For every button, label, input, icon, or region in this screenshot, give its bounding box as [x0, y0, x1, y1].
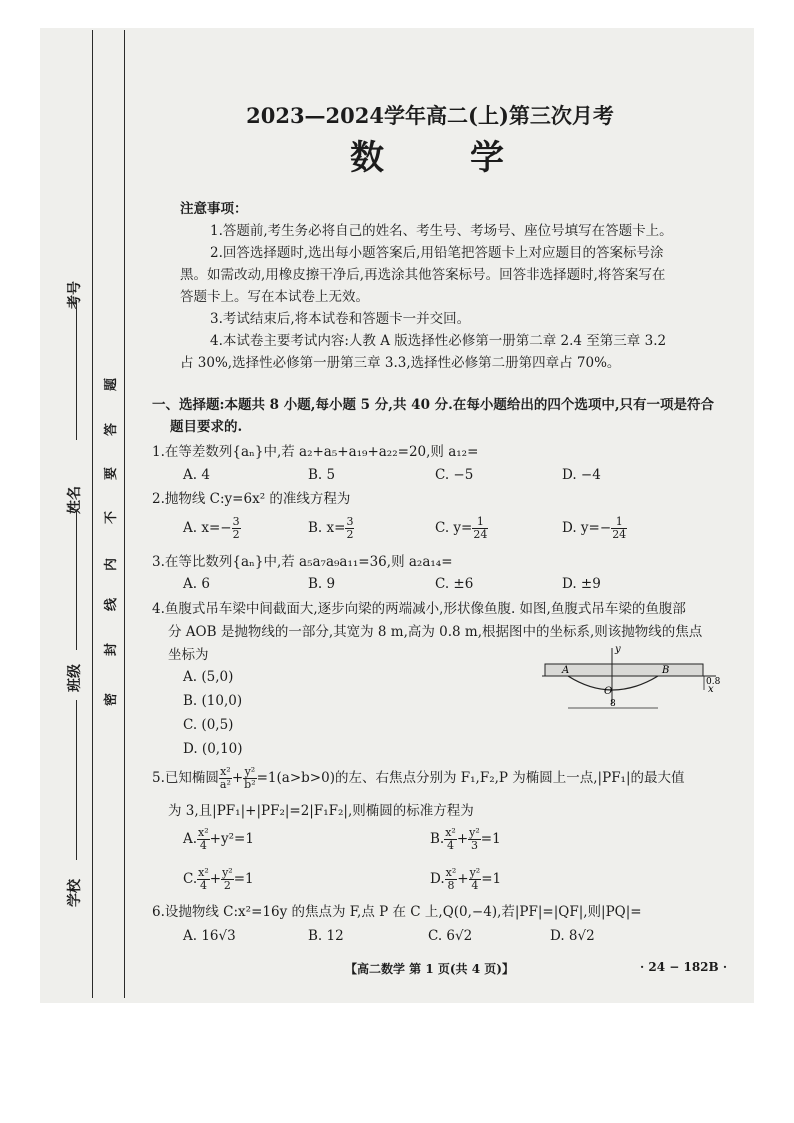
q1-option-b: B. 5 [308, 467, 336, 483]
q2-a-frac [232, 516, 241, 541]
q5-y-frac [243, 766, 256, 791]
q5-d-yfrac [469, 867, 482, 892]
name-field [76, 510, 77, 650]
q3-option-d: D. ±9 [562, 576, 601, 592]
fig-x-label: x [708, 684, 714, 695]
q2-option-a [183, 516, 241, 541]
q5-d-xnum: x² [445, 866, 457, 879]
q5-b-xnum: x² [445, 826, 456, 839]
fish-belly-parabola [568, 676, 658, 690]
q5-c-ynum: y² [222, 866, 233, 879]
section-heading-cont: 题目要求的. [170, 419, 243, 435]
binding-line-inner [124, 30, 125, 998]
q5-y-num: y² [244, 765, 256, 778]
q2-d-text: D. y=− [562, 520, 612, 536]
q5-d-ynum: y² [469, 866, 481, 879]
q1-option-c: C. −5 [435, 467, 474, 483]
class-label: 班级 [67, 664, 83, 692]
exam-title: 2023—2024学年高二(上)第三次月考 [246, 103, 614, 128]
question-4-line-3: 坐标为 [168, 647, 209, 663]
class-field [76, 700, 77, 860]
paper-code: · 24 − 182B · [640, 960, 728, 974]
q5-y-den: b² [244, 778, 256, 791]
fig-height-label: 0.8 [706, 677, 721, 687]
q5-a-num: x² [198, 826, 209, 839]
q5-b-ynum: y² [469, 826, 480, 839]
q5-d-xfrac [445, 867, 458, 892]
q5-a-frac [197, 827, 210, 852]
q4-option-b: B. (10,0) [183, 693, 243, 709]
q6-option-c: C. 6√2 [428, 928, 473, 944]
q2-option-c [435, 516, 488, 541]
q5-c-yfrac [221, 867, 234, 892]
seal-char: 封 [104, 642, 120, 657]
seal-char: 内 [104, 557, 120, 572]
q5-x-den: a² [219, 778, 231, 791]
seal-char: 线 [104, 597, 120, 612]
seal-char: 答 [104, 422, 120, 437]
q5-x-frac [219, 766, 232, 791]
q5-a-rest: +y²=1 [209, 831, 254, 847]
binding-line-outer [92, 30, 93, 998]
notice-heading: 注意事项： [180, 201, 248, 217]
q2-a-text: A. x=− [183, 520, 232, 536]
q2-c-den: 24 [473, 528, 488, 541]
q5-option-c: C. $\frac{\text{x²}}{4}$ + $\frac{\text{y²}}{2}$ =1 [183, 866, 254, 892]
question-4-line-1: 4.鱼腹式吊车梁中间截面大,逐步向梁的两端减小,形状像鱼腹. 如图,鱼腹式吊车梁的鱼腹部 [152, 601, 686, 617]
q5-option-a: A. $\frac{\text{x²}}{4}$ +y²=1 [183, 826, 254, 852]
name-label: 姓名 [67, 486, 83, 514]
question-4-line-2: 分 AOB 是抛物线的一部分,其宽为 8 m,高为 0.8 m,根据图中的坐标系,则该抛物线的焦点 [168, 624, 703, 640]
notice-item-2-end: 答题卡上。写在本试卷上无效。 [180, 289, 369, 305]
question-5-line-1: 5.已知椭圆 $\frac{\text{x²}}{\text{a²}}$ + $\frac{\text{y²}}{\text{b²}}$ =1(a>b>0)的左、右焦点分别为 F₁,F₂,P 为椭圆上一点,|PF₁|的最大值 [152, 765, 685, 791]
exam-no-field [76, 300, 77, 440]
q3-option-a: A. 6 [183, 576, 210, 592]
page-footer: 【高二数学 第 1 页(共 4 页)】 [345, 962, 514, 976]
q5-c-xden: 4 [199, 879, 207, 892]
q1-option-d: D. −4 [562, 467, 601, 483]
q5-option-b: B. $\frac{\text{x²}}{4}$ + $\frac{\text{y²}}{3}$ =1 [430, 826, 501, 852]
q5-c-yden: 2 [223, 879, 231, 892]
q4-option-a: A. (5,0) [183, 669, 234, 685]
q5-x-num: x² [220, 765, 231, 778]
q5-rest: =1(a>b>0)的左、右焦点分别为 F₁,F₂,P 为椭圆上一点,|PF₁|的最大值 [256, 770, 685, 786]
q2-b-frac [345, 516, 354, 541]
notice-item-4: 4.本试卷主要考试内容:人教 A 版选择性必修第一册第二章 2.4 至第三章 3.2 [210, 333, 667, 349]
fig-width-label: 8 [610, 699, 616, 709]
q5-intro: 5.已知椭圆 [152, 770, 219, 786]
q2-b-text: B. x= [308, 520, 346, 536]
q5-b-xfrac [444, 827, 457, 852]
section-heading: 一、选择题:本题共 8 小题,每小题 5 分,共 40 分.在每小题给出的四个选项中,只有一项是符合 [152, 397, 715, 413]
notice-item-2: 2.回答选择题时,选出每小题答案后,用铅笔把答题卡上对应题目的答案标号涂 [210, 245, 664, 261]
seal-char: 要 [104, 466, 120, 481]
question-6-stem: 6.设抛物线 C:x²=16y 的焦点为 F,点 P 在 C 上,Q(0,−4),若|PF|=|QF|,则|PQ|= [152, 904, 642, 920]
q5-b-xden: 4 [447, 839, 455, 852]
question-2-stem: 2.抛物线 C:y=6x² 的准线方程为 [152, 491, 351, 507]
q6-option-a: A. 16√3 [183, 928, 236, 944]
q5-d-xden: 8 [447, 879, 455, 892]
q6-option-b: B. 12 [308, 928, 344, 944]
notice-item-1: 1.答题前,考生务必将自己的姓名、考生号、考场号、座位号填写在答题卡上。 [210, 223, 673, 239]
q2-b-num: 3 [346, 515, 354, 528]
fig-point-b: B [662, 665, 670, 676]
q3-option-b: B. 9 [308, 576, 336, 592]
subject-title: 数 学 [350, 138, 510, 178]
q2-c-frac [472, 516, 488, 541]
notice-item-2-cont: 黑。如需改动,用橡皮擦干净后,再选涂其他答案标号。回答非选择题时,将答案写在 [180, 267, 666, 283]
q5-option-d: D. $\frac{\text{x²}}{8}$ + $\frac{\text{y²}}{4}$ =1 [430, 866, 502, 892]
q5-b-yden: 3 [470, 839, 478, 852]
q5-d-yden: 4 [471, 879, 479, 892]
seal-char: 题 [104, 377, 120, 392]
question-1-stem: 1.在等差数列{aₙ}中,若 a₂+a₅+a₁₉+a₂₂=20,则 a₁₂= [152, 444, 479, 460]
notice-item-4-cont: 占 30%,选择性必修第一册第三章 3.3,选择性必修第二册第四章占 70%。 [180, 355, 621, 371]
fig-y-label: y [615, 644, 621, 655]
q4-option-c: C. (0,5) [183, 717, 234, 733]
q5-a-den: 4 [199, 839, 207, 852]
q2-option-d [562, 516, 627, 541]
q2-c-num: 1 [472, 516, 488, 529]
notice-item-3: 3.考试结束后,将本试卷和答题卡一并交回。 [210, 311, 471, 327]
q2-b-den: 2 [346, 528, 354, 541]
crane-beam-figure [540, 642, 725, 727]
q2-d-num: 1 [611, 516, 627, 529]
q2-a-num: 3 [232, 515, 240, 528]
q5-c-xnum: x² [198, 866, 209, 879]
q5-c-xfrac [197, 867, 210, 892]
q6-option-d: D. 8√2 [550, 928, 595, 944]
q2-a-den: 2 [232, 528, 240, 541]
q2-d-den: 24 [612, 528, 627, 541]
fig-origin: O [604, 686, 613, 697]
q5-b-yfrac [468, 827, 481, 852]
q2-c-text: C. y= [435, 520, 473, 536]
q2-option-b [308, 516, 354, 541]
q4-option-d: D. (0,10) [183, 741, 243, 757]
q2-d-frac [611, 516, 627, 541]
question-5-line-2: 为 3,且|PF₁|+|PF₂|=2|F₁F₂|,则椭圆的标准方程为 [168, 803, 474, 819]
question-3-stem: 3.在等比数列{aₙ}中,若 a₅a₇a₉a₁₁=36,则 a₂a₁₄= [152, 554, 453, 570]
fig-point-a: A [562, 665, 570, 676]
seal-char: 密 [104, 692, 120, 707]
exam-no-label: 考号 [67, 281, 83, 309]
seal-char: 不 [104, 510, 120, 525]
q3-option-c: C. ±6 [435, 576, 474, 592]
q1-option-a: A. 4 [183, 467, 210, 483]
school-label: 学校 [67, 879, 83, 907]
